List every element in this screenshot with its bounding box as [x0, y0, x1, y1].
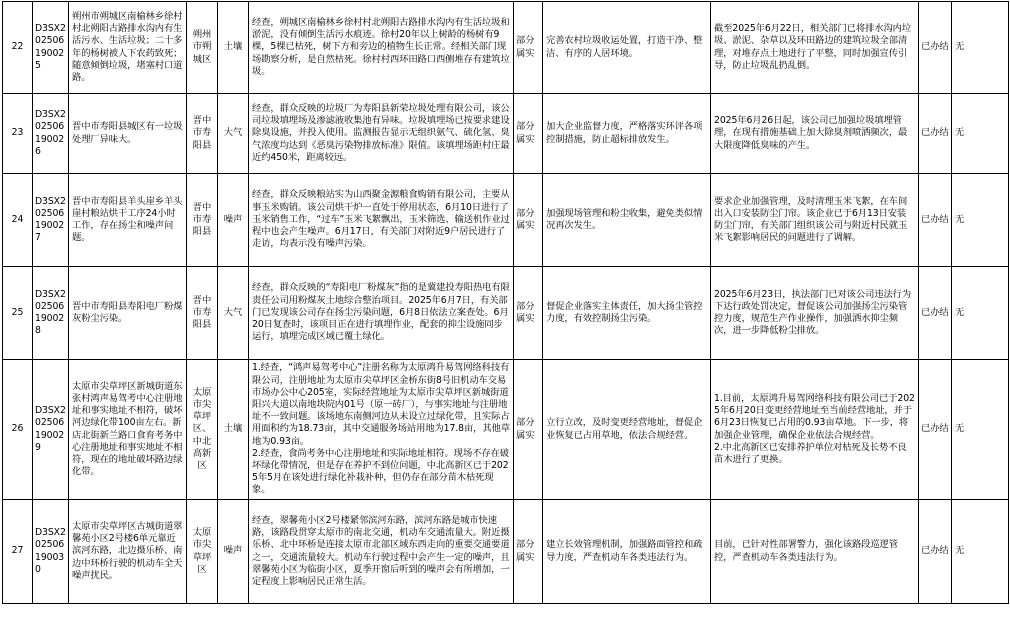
pollution-type: 大气	[218, 94, 249, 174]
requirement: 加强现场管理和粉尘收集，避免类似情况再次发生。	[543, 174, 711, 267]
investigation: 经查，朔城区南榆林乡徐村村北朔阳古路排水沟内有生活垃圾和淤泥，没有倾倒生活污水痕迹。徐村20年以上树龄的杨树有9棵，5棵已枯死，树下方和旁边的植物生长正常。经相关部门现场勘察分析，是自然枯死。徐村村西环田路口西侧堆存有建筑垃圾。	[249, 2, 514, 94]
status: 已办结	[919, 174, 952, 267]
investigation: 1.经查，“鸿声易驾考中心”注册名称为太原鸿升易驾网络科技有限公司，注册地址为太原市尖草坪区金桥东街8号旧机动车交易市场办公中心205室，实际经营地址为太原市尖草坪区新城街道阳兴大道以南地块院内01号（原一砖厂），与事实地址与注册地址不一致问题。该场地东南侧河边从未设立过绿化带，且实际占用面积约为18.73亩，其中交通服务场站用地为17.8亩，其他草地为0.93亩。 2.经查，食尚考务中心注册地址和实际地址相符。现场不存在破坏绿化带情况，但是存在养护不到位问题，中北高新区已于2025年5月在该处进行绿化补栽补种，但仍存在部分苗木枯死现象。	[249, 360, 514, 500]
row-index: 23	[3, 94, 33, 174]
accountability: 无	[952, 267, 1009, 360]
investigation: 经查，群众反映的垃圾厂为寿阳县新荣垃圾处理有限公司，该公司垃圾填埋场及渗滤液收集池有异味。垃圾填埋场已按要求建设除臭设施，并投入使用。监测报告显示无组织氨气、硫化氢、臭气浓度均达到《恶臭污染物排放标准》限值。该填埋场距村庄最近约450米，距离较远。	[249, 94, 514, 174]
case-code: D3SX202506190030	[33, 500, 69, 604]
district: 朔州市朔城区	[187, 2, 218, 94]
requirement: 完善农村垃圾收运处置，打造干净、整洁、有序的人居环境。	[543, 2, 711, 94]
pollution-type: 大气	[218, 267, 249, 360]
pollution-type: 噪声	[218, 500, 249, 604]
case-code: D3SX202506190028	[33, 267, 69, 360]
complaint-table	[2, 1, 1009, 604]
verdict: 部分属实	[514, 2, 543, 94]
district: 晋中市寿阳县	[187, 267, 218, 360]
requirement: 加大企业监督力度，严格落实环评各项控制措施，防止超标排放发生。	[543, 94, 711, 174]
status: 已办结	[919, 500, 952, 604]
verdict: 部分属实	[514, 94, 543, 174]
status: 已办结	[919, 2, 952, 94]
investigation: 经查，群众反映粮站实为山西聚金源粮食购销有限公司，主要从事玉米购销。该公司烘干炉一直处于停用状态，6月10日进行了玉米销售工作，“过车”玉米飞絮飘出，玉米筛选、输送机作业过程中也会产生噪声。6月17日，有关部门对附近9户居民进行了走访，均表示没有噪声污染。	[249, 174, 514, 267]
issue-description: 晋中市寿阳县城区有一垃圾处理厂异味大。	[69, 94, 187, 174]
case-code: D3SX202506190025	[33, 2, 69, 94]
result: 2025年6月26日起，该公司已加强垃圾填埋管理，在现有措施基础上加大除臭剂喷洒频次，最大限度降低臭味的产生。	[711, 94, 919, 174]
table-row	[3, 94, 1009, 174]
issue-description: 晋中市寿阳县羊头崖乡羊头崖村粮站烘干工序24小时工作，存在扬尘和噪声问题。	[69, 174, 187, 267]
district: 晋中市寿阳县	[187, 174, 218, 267]
verdict: 部分属实	[514, 360, 543, 500]
issue-description: 晋中市寿阳县寿阳电厂粉煤灰粉尘污染。	[69, 267, 187, 360]
accountability: 无	[952, 174, 1009, 267]
result: 要求企业加强管理，及时清理玉米飞絮，在车间出入口安装防尘门帘。该企业已于6月13日安装防尘门帘，有关部门组织该公司与附近村民就玉米飞絮影响居民的问题进行了调解。	[711, 174, 919, 267]
requirement: 立行立改，及时变更经营地址，督促企业恢复已占用草地，依法合规经营。	[543, 360, 711, 500]
row-index: 22	[3, 2, 33, 94]
result: 截至2025年6月22日，相关部门已将排水沟内垃圾、淤泥、杂草以及环田路边的建筑垃圾全部清理，对堆存点土地进行了平整，同时加强宣传引导，防止垃圾乱扔乱倒。	[711, 2, 919, 94]
accountability: 无	[952, 360, 1009, 500]
status: 已办结	[919, 360, 952, 500]
issue-description: 太原市尖草坪区古城街道翠馨苑小区2号楼6单元靠近滨河东路，北边摄乐桥、南边中环桥行驶的机动车全天噪声扰民。	[69, 500, 187, 604]
result: 1.目前，太原鸿升易驾网络科技有限公司已于2025年6月20日变更经营地址至当前经营地址，并于6月23日恢复已占用的0.93亩草地。下一步，将加强企业管理，确保企业依法合规经营。 2.中北高新区已安排养护单位对枯死及长势不良苗木进行了更换。	[711, 360, 919, 500]
district: 太原市尖草坪区	[187, 500, 218, 604]
pollution-type: 土壤	[218, 360, 249, 500]
accountability: 无	[952, 2, 1009, 94]
district: 太原市尖草坪区、中北高新区	[187, 360, 218, 500]
issue-description: 朔州市朔城区南榆林乡徐村村北朔阳古路排水沟内有生活污水、生活垃圾；二十多年的杨树被人下农药致死；随意倾倒垃圾，堵塞村口道路。	[69, 2, 187, 94]
table-row	[3, 360, 1009, 500]
case-code: D3SX202506190026	[33, 94, 69, 174]
requirement: 督促企业落实主体责任，加大扬尘管控力度，有效控制扬尘污染。	[543, 267, 711, 360]
accountability: 无	[952, 94, 1009, 174]
verdict: 部分属实	[514, 500, 543, 604]
investigation: 经查，翠馨苑小区2号楼紧邻滨河东路，滨河东路是城市快速路，该路段贯穿太原市的南北交通，机动车交通流量大。附近摄乐桥、北中环桥是连接太原市北部区域东西走向的重要交通要道之一，交通流量较大。机动车行驶过程中会产生一定的噪声，且翠馨苑小区为临街小区，夏季开窗后听到的噪声会有所增加，一定程度上影响居民正常生活。	[249, 500, 514, 604]
table-row	[3, 174, 1009, 267]
status: 已办结	[919, 94, 952, 174]
case-code: D3SX202506190027	[33, 174, 69, 267]
verdict: 部分属实	[514, 267, 543, 360]
case-code: D3SX202506190029	[33, 360, 69, 500]
pollution-type: 噪声	[218, 174, 249, 267]
requirement: 建立长效管理机制，加强路面管控和疏导力度，严查机动车各类违法行为。	[543, 500, 711, 604]
result: 目前，已针对性部署警力，强化该路段巡逻管控，严查机动车各类违法行为。	[711, 500, 919, 604]
row-index: 25	[3, 267, 33, 360]
result: 2025年6月23日，执法部门已对该公司违法行为下达行政处罚决定，督促该公司加强扬尘污染管控力度，规范生产作业操作，加强洒水抑尘频次，进一步降低粉尘排放。	[711, 267, 919, 360]
table-row	[3, 267, 1009, 360]
investigation: 经查，群众反映的“寿阳电厂粉煤灰”指的是冀建投寿阳热电有限责任公司用粉煤灰土地综合整治项目。2025年6月7日，有关部门已发现该公司存在扬尘污染问题，6月8日依法立案查处。6月20日复查时，该项目正在进行填埋作业，配套的抑尘设施同步运行，填埋完成区域已覆土绿化。	[249, 267, 514, 360]
district: 晋中市寿阳县	[187, 94, 218, 174]
table-row	[3, 2, 1009, 94]
verdict: 部分属实	[514, 174, 543, 267]
table-row	[3, 500, 1009, 604]
row-index: 24	[3, 174, 33, 267]
accountability: 无	[952, 500, 1009, 604]
status: 已办结	[919, 267, 952, 360]
row-index: 27	[3, 500, 33, 604]
issue-description: 太原市尖草坪区新城街道东张村鸿声易驾考中心注册地址和事实地址不相符，破坏河边绿化带100亩左右。新店北街新兰路口食育考务中心注册地址和事实地址不相符，现在的地址破坏路边绿化带。	[69, 360, 187, 500]
row-index: 26	[3, 360, 33, 500]
pollution-type: 土壤	[218, 2, 249, 94]
